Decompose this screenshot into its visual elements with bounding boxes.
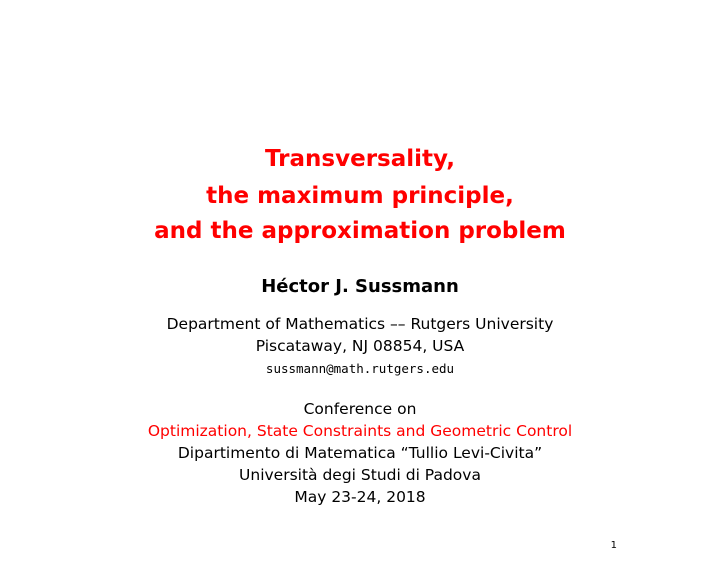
author-name: Héctor J. Sussmann [261,276,459,297]
title-line-3: and the approximation problem [154,218,566,244]
page-number: 1 [610,540,617,551]
affiliation-department: Department of Mathematics –– Rutgers University [166,315,554,333]
conference-university: Università degi Studi di Padova [239,466,481,484]
affiliation-address: Piscataway, NJ 08854, USA [255,337,465,355]
author-email: sussmann@math.rutgers.edu [265,361,455,376]
title-line-2: the maximum principle, [206,183,514,209]
title-line-1: Transversality, [265,146,455,172]
conference-name: Optimization, State Constraints and Geometric Control [147,422,573,440]
conference-department: Dipartimento di Matematica “Tullio Levi-Civita” [177,444,543,462]
conference-dates: May 23-24, 2018 [294,488,426,506]
conference-intro: Conference on [303,400,417,418]
